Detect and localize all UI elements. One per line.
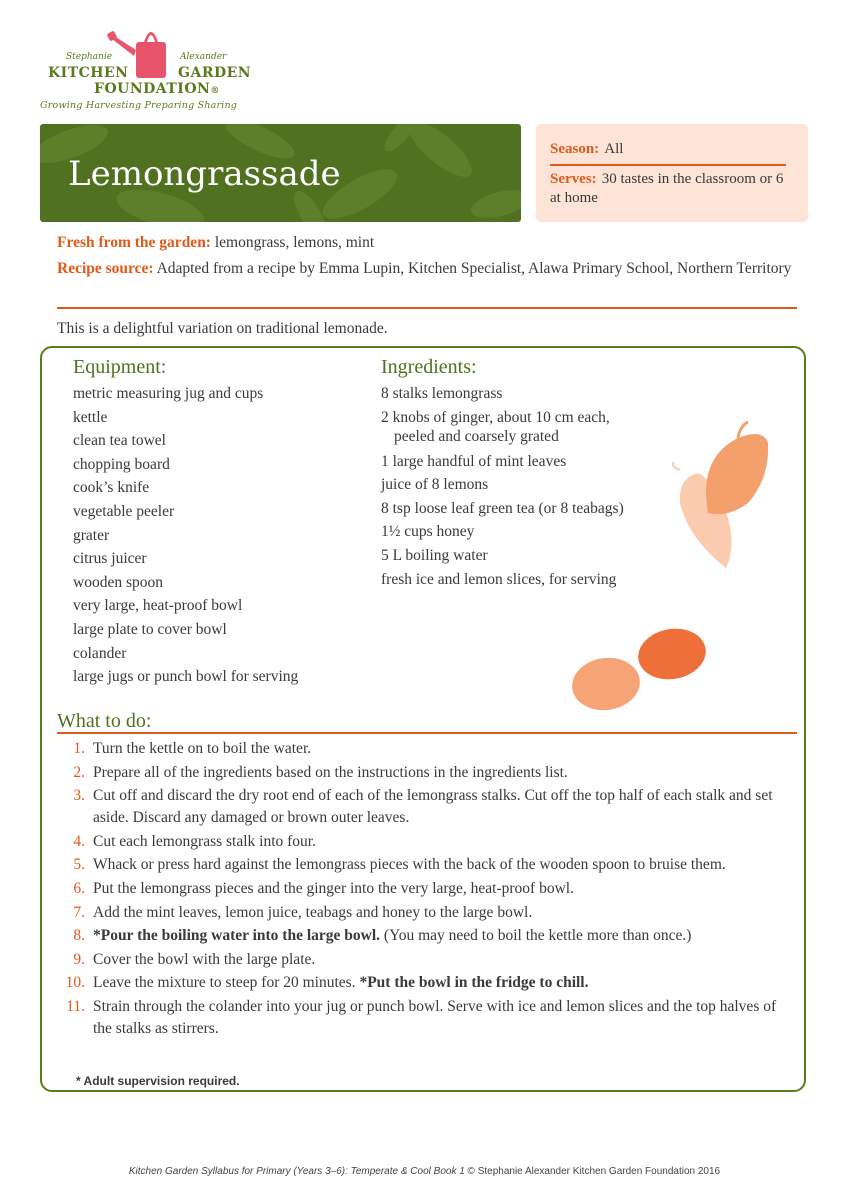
step-text: Strain through the colander into your jug or punch bowl. Serve with ice and lemon slices and the top halves of the stalks as stirrers. xyxy=(93,997,777,1037)
equipment-item: citrus juicer xyxy=(73,550,147,568)
serves-line xyxy=(550,169,795,207)
ingredients-list xyxy=(381,382,624,591)
equipment-heading: Equipment: xyxy=(73,356,167,378)
ingredient-item: 8 tsp loose leaf green tea (or 8 teabags) xyxy=(381,499,624,517)
ingredient-item: peeled and coarsely grated xyxy=(394,427,559,445)
step-text: Cover the bowl with the large plate. xyxy=(93,950,316,968)
ingredient-item: 1½ cups honey xyxy=(381,523,475,541)
step-text: Whack or press hard against the lemongrass pieces with the back of the wooden spoon to bruise them. xyxy=(93,856,726,874)
step-number: 7. xyxy=(73,903,85,921)
step-number: 6. xyxy=(73,879,85,897)
lemons-illustration xyxy=(568,624,718,714)
equipment-item: vegetable peeler xyxy=(73,502,175,520)
step-number: 10. xyxy=(65,974,85,992)
fresh-label: Fresh from the garden: xyxy=(57,234,211,251)
ingredient-item: 2 knobs of ginger, about 10 cm each, xyxy=(381,408,610,426)
step-number: 2. xyxy=(73,763,85,781)
step-item xyxy=(57,902,792,924)
step-item xyxy=(57,785,792,829)
equipment-item: grater xyxy=(73,526,110,544)
what-to-do-divider xyxy=(57,732,797,734)
step-text: Cut each lemongrass stalk into four. xyxy=(93,832,316,850)
serves-value: 30 tastes in the classroom or 6 at home xyxy=(550,171,784,206)
step-bold-text: *Put the bowl in the fridge to chill. xyxy=(359,974,589,992)
equipment-item: very large, heat-proof bowl xyxy=(73,597,243,615)
step-number: 5. xyxy=(73,856,85,874)
season-label: Season: xyxy=(550,141,600,157)
step-number: 3. xyxy=(73,787,85,805)
title-banner xyxy=(40,124,521,222)
equipment-item: clean tea towel xyxy=(73,432,166,450)
step-item xyxy=(57,878,792,900)
step-item xyxy=(57,854,792,876)
step-text: Leave the mixture to steep for 20 minutes. xyxy=(93,974,360,992)
step-number: 8. xyxy=(73,927,85,945)
intro-text: This is a delightful variation on traditional lemonade. xyxy=(57,320,388,337)
equipment-item: large jugs or punch bowl for serving xyxy=(73,668,299,686)
ingredient-item: 8 stalks lemongrass xyxy=(381,385,503,402)
ingredients-heading: Ingredients: xyxy=(381,356,477,378)
equipment-item: metric measuring jug and cups xyxy=(73,385,264,402)
steps-list xyxy=(57,738,792,1042)
step-text: Add the mint leaves, lemon juice, teabags and honey to the large bowl. xyxy=(93,903,533,921)
ingredient-item: 1 large handful of mint leaves xyxy=(381,452,567,470)
season-divider xyxy=(550,164,786,166)
step-number: 9. xyxy=(73,950,85,968)
source-value: Adapted from a recipe by Emma Lupin, Kitchen Specialist, Alawa Primary School, Northern Territory xyxy=(156,260,792,277)
step-bold-text: *Pour the boiling water into the large bowl. xyxy=(93,927,381,945)
equipment-item: kettle xyxy=(73,408,108,426)
step-item xyxy=(57,831,792,853)
logo-alexander: Alexander xyxy=(180,52,227,62)
logo-kitchen: KITCHEN xyxy=(48,65,129,81)
recipe-title: Lemongrassade xyxy=(68,154,341,194)
equipment-item: colander xyxy=(73,644,127,662)
step-item xyxy=(57,949,792,971)
step-number: 1. xyxy=(73,740,85,757)
recipe-source xyxy=(57,258,792,280)
step-number: 4. xyxy=(73,832,85,850)
mint-leaves-illustration xyxy=(668,418,778,568)
season-value: All xyxy=(604,141,624,157)
logo-tagline: Growing Harvesting Preparing Sharing xyxy=(40,100,238,111)
step-text: Cut off and discard the dry root end of each of the lemongrass stalks. Cut off the top half of each stalk and set aside. Discard any damaged or brown outer leaves. xyxy=(93,787,773,827)
serves-label: Serves: xyxy=(550,171,597,187)
equipment-item: wooden spoon xyxy=(73,573,163,591)
logo-foundation: FOUNDATION® xyxy=(94,81,220,97)
equipment-item: cook’s knife xyxy=(73,479,150,497)
season-line xyxy=(550,138,623,158)
ingredient-item: 5 L boiling water xyxy=(381,546,488,564)
source-label: Recipe source: xyxy=(57,260,154,277)
page-footer xyxy=(0,1166,849,1177)
adult-supervision-note: * Adult supervision required. xyxy=(76,1074,240,1088)
step-text: Turn the kettle on to boil the water. xyxy=(93,740,312,757)
fresh-from-garden xyxy=(57,232,374,254)
step-item xyxy=(57,925,792,947)
foundation-logo xyxy=(40,20,265,120)
step-text: Put the lemongrass pieces and the ginger into the very large, heat-proof bowl. xyxy=(93,879,574,897)
ingredient-item: juice of 8 lemons xyxy=(381,476,489,494)
step-item xyxy=(57,762,792,784)
footer-book-title: Kitchen Garden Syllabus for Primary (Years 3–6): Temperate & Cool Book 1 xyxy=(128,1166,465,1177)
equipment-list xyxy=(73,382,298,689)
step-text: (You may need to boil the kettle more than once.) xyxy=(380,927,692,945)
step-item xyxy=(57,972,792,994)
equipment-item: chopping board xyxy=(73,455,170,473)
meta-divider xyxy=(57,307,797,309)
logo-garden: GARDEN xyxy=(178,65,252,81)
equipment-item: large plate to cover bowl xyxy=(73,620,227,638)
ingredient-item: fresh ice and lemon slices, for serving xyxy=(381,570,617,588)
step-number: 11. xyxy=(66,997,85,1015)
fresh-value: lemongrass, lemons, mint xyxy=(214,234,375,251)
step-text: Prepare all of the ingredients based on the instructions in the ingredients list. xyxy=(93,763,568,781)
footer-copyright: © Stephanie Alexander Kitchen Garden Foundation 2016 xyxy=(464,1166,721,1177)
season-serves-box xyxy=(536,124,808,222)
logo-stephanie: Stephanie xyxy=(66,52,113,62)
step-item xyxy=(57,738,792,760)
what-to-do-heading: What to do: xyxy=(57,710,152,732)
step-item xyxy=(57,996,792,1040)
